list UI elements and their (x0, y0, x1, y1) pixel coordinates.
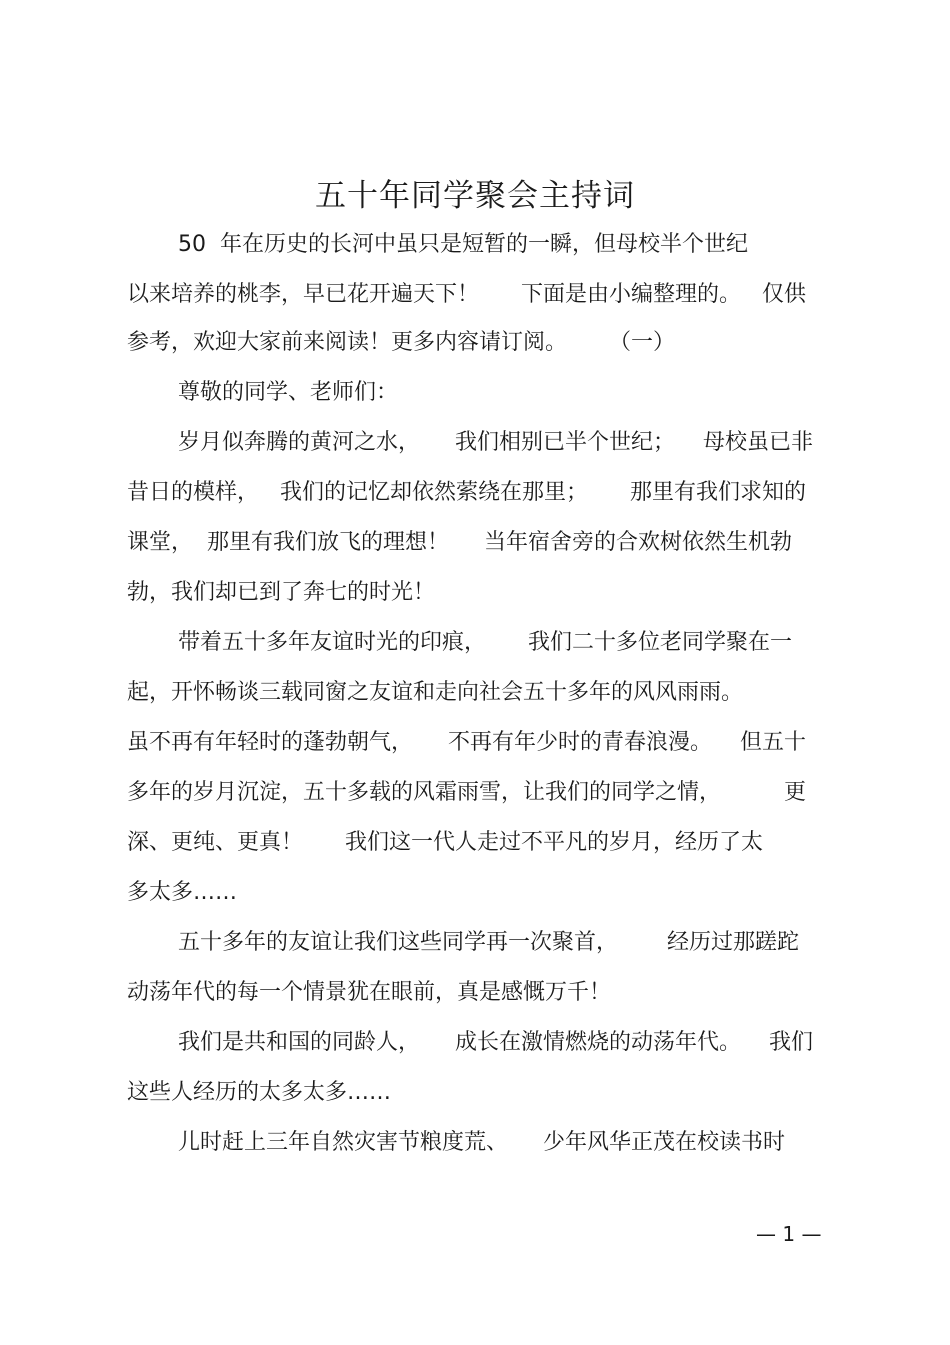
text-line: 50 年在历史的长河中虽只是短暂的一瞬，但母校半个世纪 (178, 232, 748, 257)
text-line: 尊敬的同学、老师们： (178, 380, 399, 405)
text-line: 课堂， 那里有我们放飞的理想！ 当年宿舍旁的合欢树依然生机勃 (127, 530, 792, 555)
text-line: 我们是共和国的同龄人， 成长在激情燃烧的动荡年代。 我们 (178, 1030, 813, 1055)
text-line: 五十多年的友谊让我们这些同学再一次聚首， 经历过那蹉跎 (178, 930, 799, 955)
text-line: 这些人经历的太多太多…… (127, 1080, 392, 1105)
text-line: 勃，我们却已到了奔七的时光！ (127, 580, 436, 605)
text-line: 岁月似奔腾的黄河之水， 我们相别已半个世纪； 母校虽已非 (178, 430, 813, 455)
text-line: 带着五十多年友谊时光的印痕， 我们二十多位老同学聚在一 (178, 630, 792, 655)
text-line: 动荡年代的每一个情景犹在眼前，真是感慨万千！ (127, 980, 612, 1005)
text-line: 参考，欢迎大家前来阅读！更多内容请订阅。 （一） (127, 330, 675, 355)
page-number: — 1 — (756, 1222, 822, 1246)
text-line: 以来培养的桃李，早已花开遍天下！ 下面是由小编整理的。 仅供 (127, 282, 806, 307)
document-title: 五十年同学聚会主持词 (315, 178, 635, 214)
text-line: 起，开怀畅谈三载同窗之友谊和走向社会五十多年的风风雨雨。 (127, 680, 744, 705)
text-line: 儿时赶上三年自然灾害节粮度荒、 少年风华正茂在校读书时 (178, 1130, 785, 1155)
text-line: 昔日的模样， 我们的记忆却依然萦绕在那里； 那里有我们求知的 (127, 480, 806, 505)
text-line: 深、更纯、更真！ 我们这一代人走过不平凡的岁月，经历了太 (127, 830, 763, 855)
text-line: 多年的岁月沉淀，五十多载的风霜雨雪，让我们的同学之情， 更 (127, 780, 806, 805)
text-line: 多太多…… (127, 880, 238, 905)
text-line: 虽不再有年轻时的蓬勃朝气， 不再有年少时的青春浪漫。 但五十 (127, 730, 806, 755)
